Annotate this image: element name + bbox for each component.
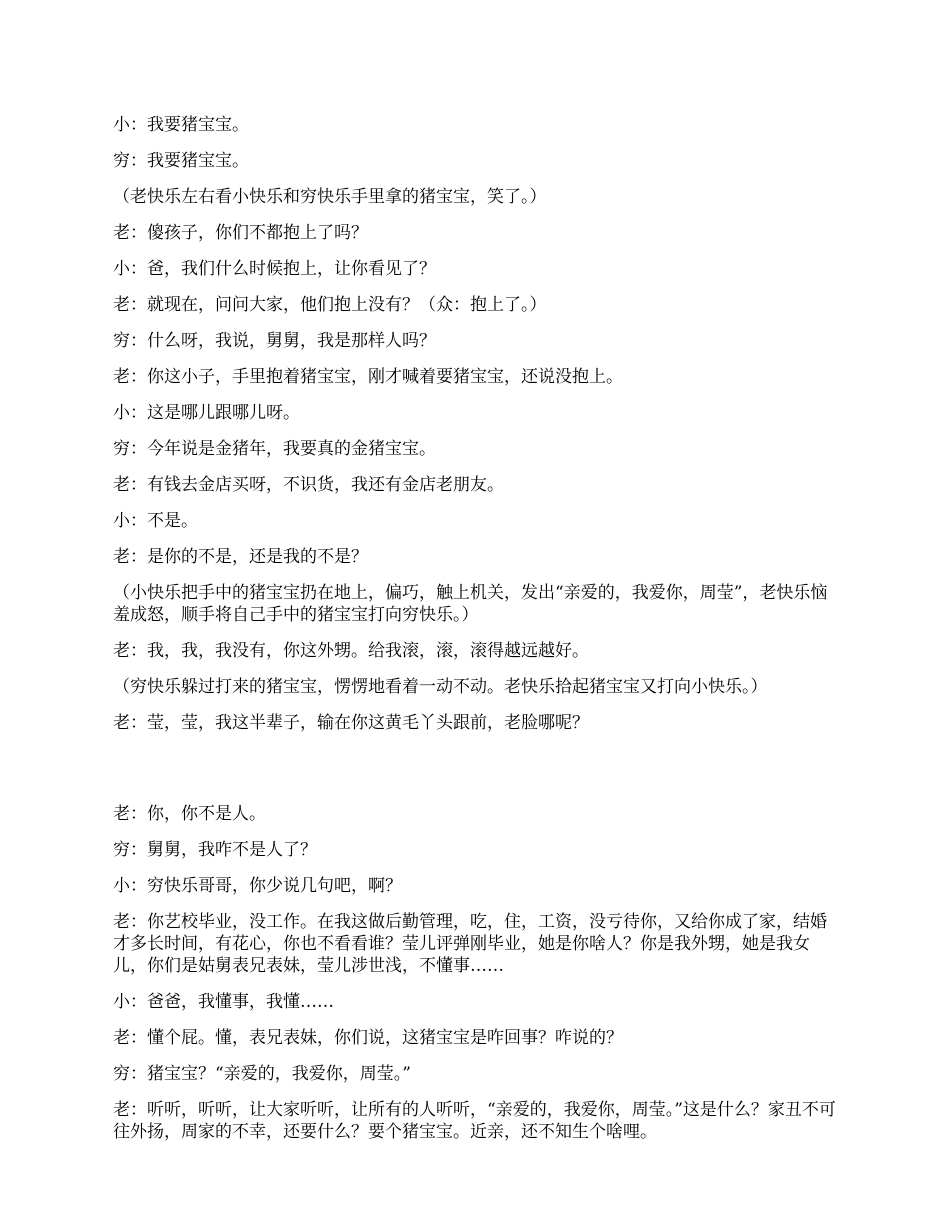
dialogue-line: 老：你，你不是人。 xyxy=(113,804,266,824)
dialogue-line: 小：爸爸，我懂事，我懂…… xyxy=(113,992,334,1012)
dialogue-line: 老：就现在，问问大家，他们抱上没有？（众：抱上了。） xyxy=(113,295,547,315)
dialogue-line: 小：这是哪儿跟哪儿呀。 xyxy=(113,403,300,423)
dialogue-line: 老：有钱去金店买呀，不识货，我还有金店老朋友。 xyxy=(113,475,504,495)
dialogue-line: 老：是你的不是，还是我的不是？ xyxy=(113,547,368,567)
dialogue-line: 老：你这小子，手里抱着猪宝宝，刚才喊着要猪宝宝，还说没抱上。 xyxy=(113,367,623,387)
dialogue-line: 穷：舅舅，我咋不是人了？ xyxy=(113,840,317,860)
dialogue-line: 穷：猪宝宝？“亲爱的，我爱你，周莹。” xyxy=(113,1064,411,1084)
dialogue-line: 穷：什么呀，我说，舅舅，我是那样人吗？ xyxy=(113,331,436,351)
section-gap xyxy=(113,748,838,803)
dialogue-line: 老：听听，听听，让大家听听，让所有的人听听，“亲爱的，我爱你，周莹。”这是什么？家丑不可往外扬，周家的不幸，还要什么？要个猪宝宝。近亲，还不知生个啥哩。 xyxy=(113,1100,836,1142)
stage-direction: （老快乐左右看小快乐和穷快乐手里拿的猪宝宝，笑了。） xyxy=(113,187,547,207)
dialogue-line: 老：懂个屁。懂，表兄表妹，你们说，这猪宝宝是咋回事？咋说的？ xyxy=(113,1028,623,1048)
dialogue-line: 老：莹，莹，我这半辈子，输在你这黄毛丫头跟前，老脸哪呢？ xyxy=(113,713,589,733)
dialogue-line: 小：穷快乐哥哥，你少说几句吧，啊？ xyxy=(113,876,402,896)
stage-direction: （小快乐把手中的猪宝宝扔在地上，偏巧，触上机关，发出“亲爱的，我爱你，周莹”，老快乐恼羞成怒，顺手将自己手中的猪宝宝打向穷快乐。） xyxy=(113,583,828,625)
stage-direction: （穷快乐躲过打来的猪宝宝，愣愣地看着一动不动。老快乐拾起猪宝宝又打向小快乐。） xyxy=(113,677,768,697)
document-page xyxy=(113,114,838,1157)
dialogue-line: 穷：今年说是金猪年，我要真的金猪宝宝。 xyxy=(113,439,436,459)
dialogue-line: 小：我要猪宝宝。 xyxy=(113,115,249,135)
dialogue-line: 老：傻孩子，你们不都抱上了吗？ xyxy=(113,223,368,243)
dialogue-line: 穷：我要猪宝宝。 xyxy=(113,151,249,171)
dialogue-line: 小：不是。 xyxy=(113,511,198,531)
dialogue-line: 小：爸，我们什么时候抱上，让你看见了？ xyxy=(113,259,436,279)
dialogue-line: 老：我，我，我没有，你这外甥。给我滚，滚，滚得越远越好。 xyxy=(113,641,589,661)
dialogue-line: 老：你艺校毕业，没工作。在我这做后勤管理，吃，住，工资，没亏待你，又给你成了家，结婚才多长时间，有花心，你也不看看谁？莹儿评弹刚毕业，她是你啥人？你是我外甥，她是我女儿，你们是姑舅表兄表妹，莹儿涉世浅，不懂事…… xyxy=(113,912,827,976)
